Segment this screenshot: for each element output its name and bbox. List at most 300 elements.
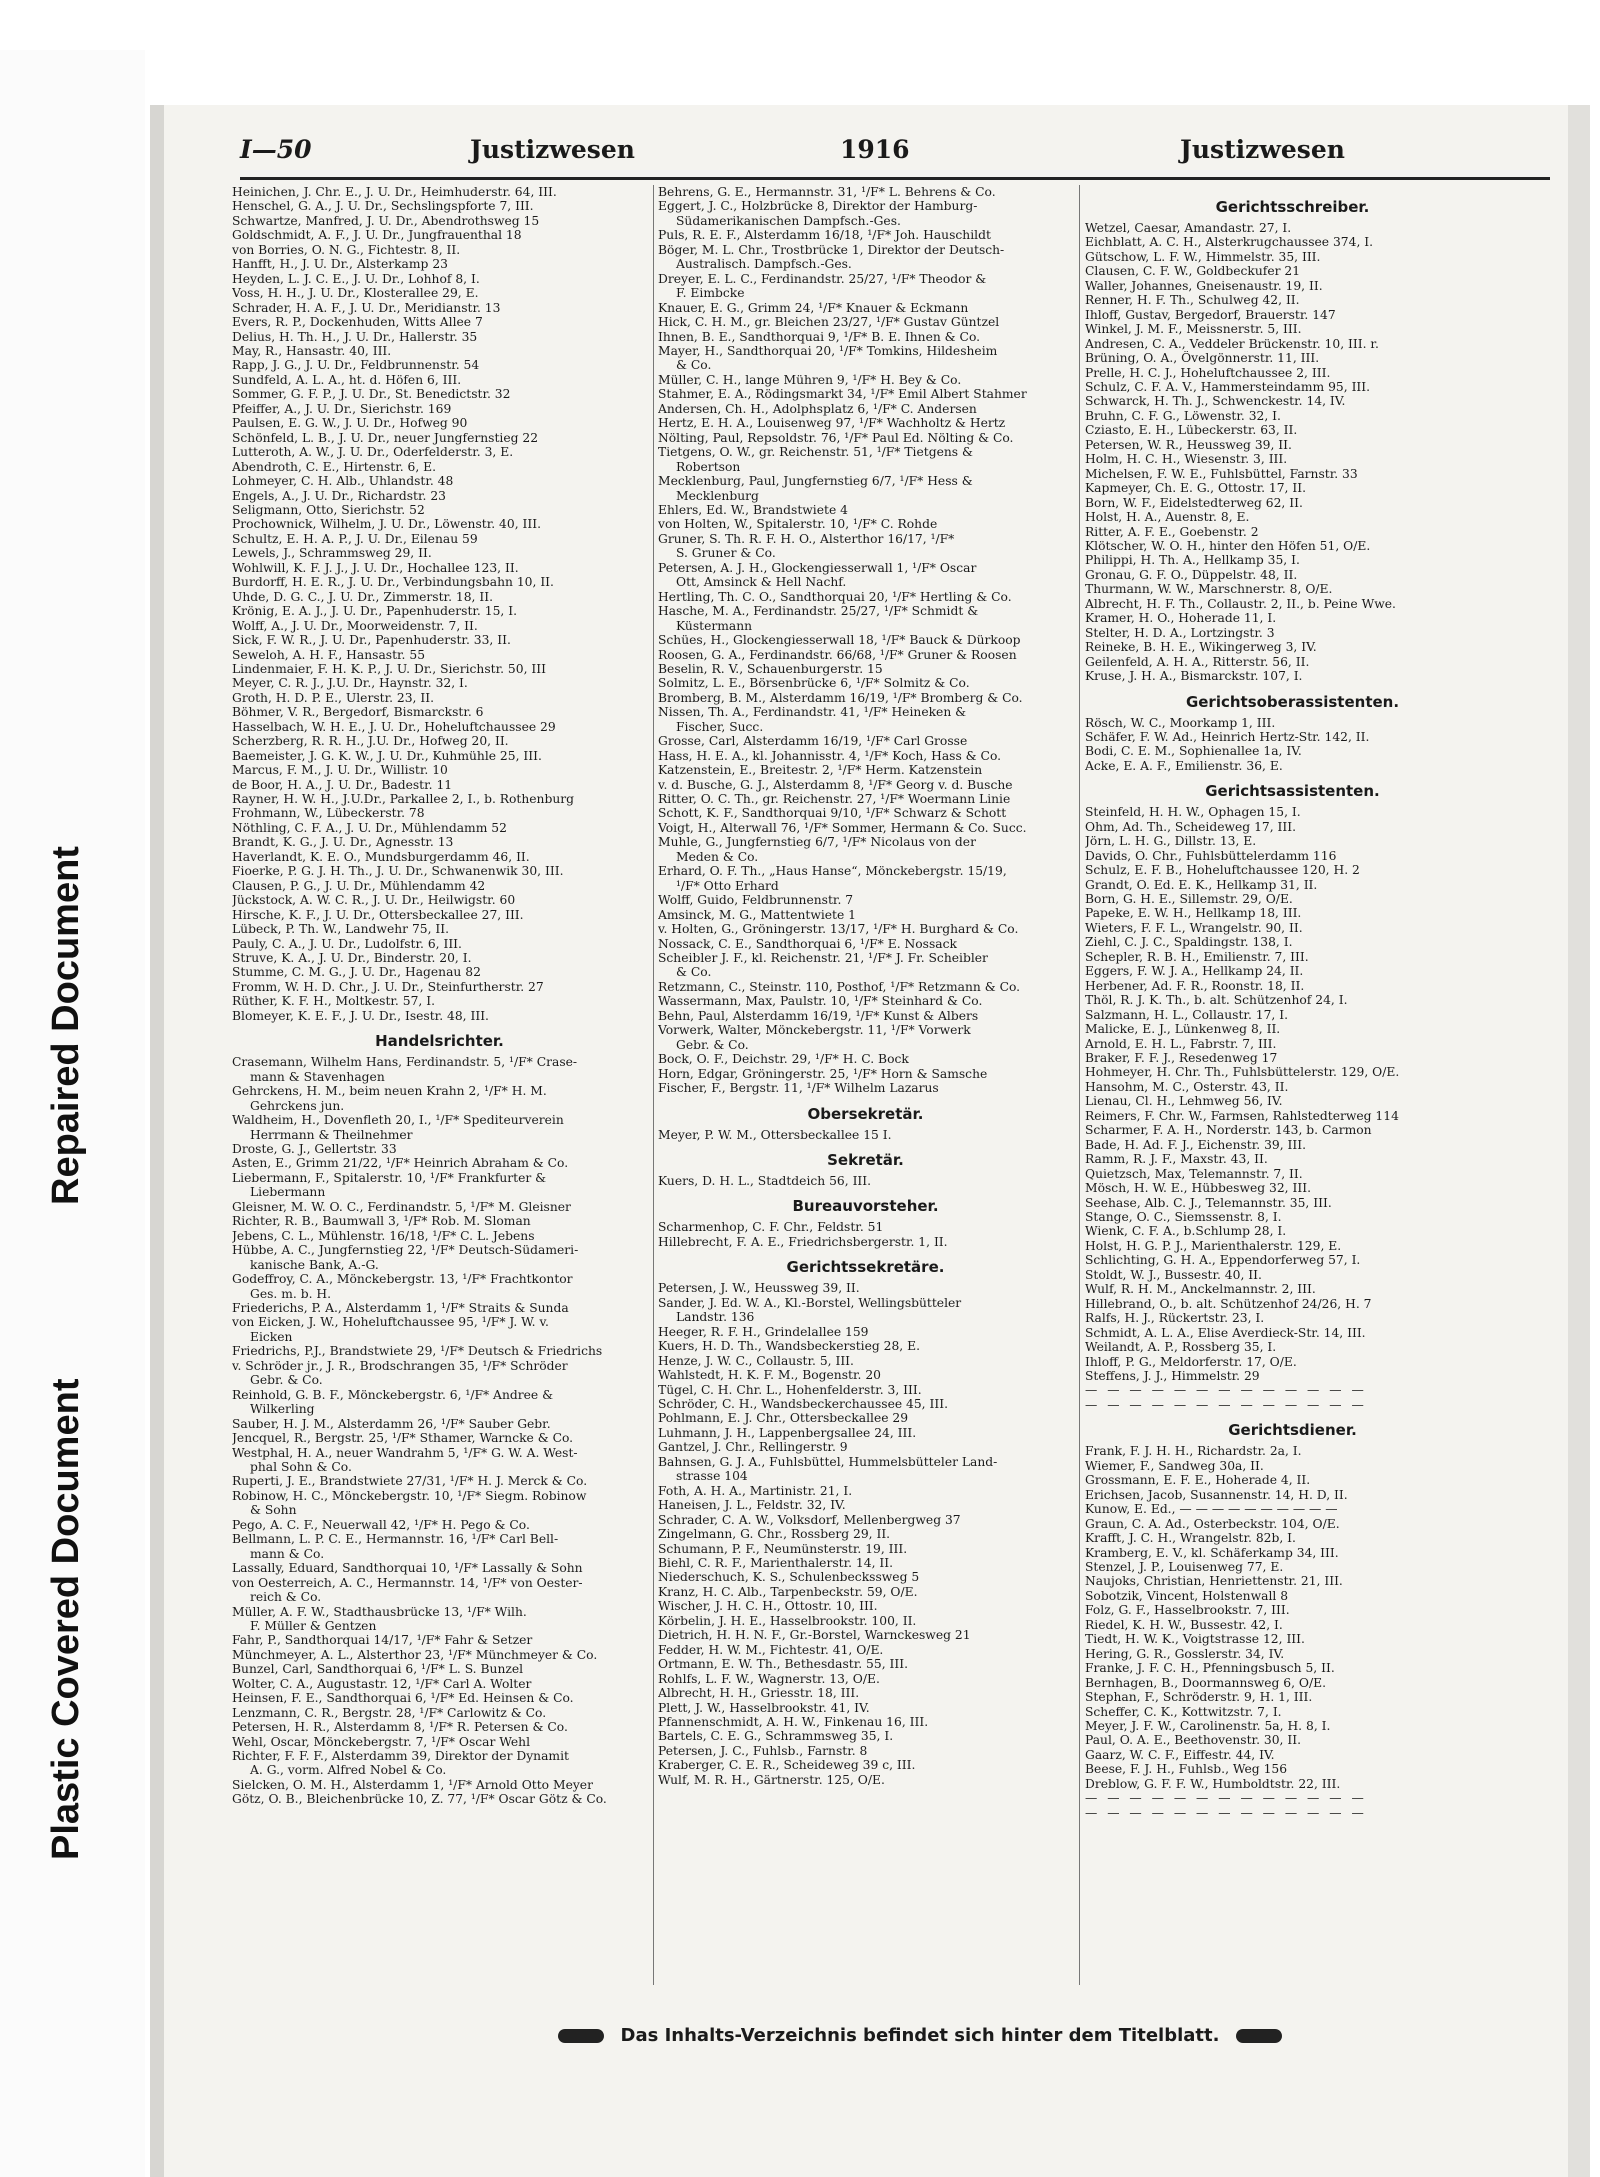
entry-line: Böger, M. L. Chr., Trostbrücke 1, Direktor der Deutsch- [658,242,1005,257]
section-heading: Sekretär. [827,1151,904,1169]
entry-line: Petersen, J. C., Fuhlsb., Farnstr. 8 [658,1743,868,1758]
header-rule [240,177,1550,180]
entry-line: Schwartze, Manfred, J. U. Dr., Abendrothsweg 15 [232,213,540,228]
entry-line: Landstr. 136 [676,1310,755,1325]
entry-line: Bromberg, B. M., Alsterdamm 16/19, ¹/F* Bromberg & Co. [658,690,1023,705]
entry-line: Herbener, Ad. F. R., Roonstr. 18, II. [1085,978,1305,993]
entry-line: Graun, C. A. Ad., Osterbeckstr. 104, O/E. [1085,1516,1340,1531]
entry-line: Grosse, Carl, Alsterdamm 16/19, ¹/F* Carl Grosse [658,734,968,749]
entry-line: v. Holten, G., Gröningerstr. 13/17, ¹/F* H. Burghard & Co. [658,922,1019,937]
entry-line: Erichsen, Jacob, Susannenstr. 14, H. D, II. [1085,1487,1348,1502]
entry-line: Seweloh, A. H. F., Hansastr. 55 [232,647,426,662]
entry-line: Rohlfs, L. F. W., Wagnerstr. 13, O/E. [658,1671,880,1686]
entry-line: Scheibler J. F., kl. Reichenstr. 21, ¹/F* J. Fr. Scheibler [658,951,988,966]
section-heading: Gerichtsdiener. [1228,1421,1357,1440]
side-strip [0,50,145,2177]
entry-line: Voss, H. H., J. U. Dr., Klosterallee 29, E. [232,286,479,301]
entry-line: Fahr, P., Sandthorquai 14/17, ¹/F* Fahr & Setzer [232,1633,533,1648]
entry-line: Born, G. H. E., Sillemstr. 29, O/E. [1085,892,1293,907]
entry-line: Fischer, F., Bergstr. 11, ¹/F* Wilhelm Lazarus [658,1081,939,1096]
entry-line: Lienau, Cl. H., Lehmweg 56, IV. [1085,1094,1283,1109]
entry-line: Eicken [250,1329,293,1344]
entry-line: Paulsen, E. G. W., J. U. Dr., Hofweg 90 [232,416,468,431]
separator-dashes: — — — — — — — — — — — — — [1085,1383,1367,1398]
entry-line: Nissen, Th. A., Ferdinandstr. 41, ¹/F* Heineken & [658,705,967,720]
entry-line: Vorwerk, Walter, Mönckebergstr. 11, ¹/F* Vorwerk [658,1023,971,1038]
entry-line: Wulf, M. R. H., Gärtnerstr. 125, O/E. [658,1772,885,1787]
entry-line: Schumann, P. F., Neumünsterstr. 19, III. [658,1541,908,1556]
entry-line: Richter, F. F. F., Alsterdamm 39, Direktor der Dynamit [232,1749,569,1764]
entry-line: Hohmeyer, H. Chr. Th., Fuhlsbüttelerstr. 129, O/E. [1085,1065,1400,1080]
directory-page [150,105,1590,2177]
entry-line: Wieters, F. F. L., Wrangelstr. 90, II. [1085,920,1303,935]
entry-line: Hick, C. H. M., gr. Bleichen 23/27, ¹/F* Gustav Güntzel [658,315,1000,330]
entry-line: Kuers, D. H. L., Stadtdeich 56, III. [658,1174,872,1188]
entry-line: mann & Stavenhagen [250,1069,385,1084]
entry-line: Prelle, H. C. J., Hoheluftchaussee 2, III. [1085,365,1331,380]
entry-line: Engels, A., J. U. Dr., Richardstr. 23 [232,488,446,503]
right-running-title: Justizwesen [1180,135,1345,164]
entry-line: Abendroth, C. E., Hirtenstr. 6, E. [232,459,437,474]
entry-line: Roosen, G. A., Ferdinandstr. 66/68, ¹/F* Gruner & Roosen [658,647,1017,662]
entry-line: Ramm, R. J. F., Maxstr. 43, II. [1085,1152,1268,1167]
entry-line: F. Müller & Gentzen [250,1618,377,1633]
entry-line: Steinfeld, H. H. W., Ophagen 15, I. [1085,805,1301,820]
entry-line: Braker, F. F. J., Resedenweg 17 [1085,1051,1278,1066]
entry-line: Voigt, H., Alterwall 76, ¹/F* Sommer, Hermann & Co. Succ. [658,820,1027,835]
entry-line: Winkel, J. M. F., Meissnerstr. 5, III. [1085,322,1302,337]
entry-line: Gebr. & Co. [250,1373,323,1388]
entry-line: Liebermann, F., Spitalerstr. 10, ¹/F* Frankfurter & [232,1170,547,1185]
entry-line: Wulf, R. H. M., Anckelmannstr. 2, III. [1085,1282,1316,1297]
entry-line: Brüning, O. A., Övelgönnerstr. 11, III. [1085,351,1320,366]
entry-line: Hasselbach, W. H. E., J. U. Dr., Hoheluftchaussee 29 [232,719,556,734]
entry-line: Krönig, E. A. J., J. U. Dr., Papenhuderstr. 15, I. [232,604,517,619]
entry-line: Hasche, M. A., Ferdinandstr. 25/27, ¹/F* Schmidt & [658,604,979,619]
entry-line: Seligmann, Otto, Sierichstr. 52 [232,502,425,517]
entry-line: Schultz, E. H. A. P., J. U. Dr., Eilenau 59 [232,531,478,546]
entry-line: Kunow, E. Ed., — — — — — — — — — — [1085,1502,1338,1517]
entry-line: Schmidt, A. L. A., Elise Averdieck-Str. 14, III. [1085,1325,1366,1340]
entry-line: Steffens, J. J., Himmelstr. 29 [1085,1368,1260,1383]
section-heading: Gerichtsschreiber. [1215,198,1370,216]
entry-line: Münchmeyer, A. L., Alsterthor 23, ¹/F* Münchmeyer & Co. [232,1647,598,1662]
entry-line: Lübeck, P. Th. W., Landwehr 75, II. [232,922,450,937]
entry-line: Schott, K. F., Sandthorquai 9/10, ¹/F* Schwarz & Schott [658,806,1007,821]
entry-line: Scheffer, C. K., Kottwitzstr. 7, I. [1085,1704,1282,1719]
entry-line: Australisch. Dampfsch.-Ges. [676,257,852,272]
entry-line: Schulz, C. F. A. V., Hammersteindamm 95, III. [1085,379,1371,394]
entry-line: Bruhn, C. F. G., Löwenstr. 32, I. [1085,408,1281,423]
entry-line: Nossack, C. E., Sandthorquai 6, ¹/F* E. Nossack [658,936,957,951]
entry-line: Renner, H. F. Th., Schulweg 42, II. [1085,293,1300,308]
entry-line: reich & Co. [250,1590,322,1605]
entry-line: Stange, O. C., Siemssenstr. 8, I. [1085,1210,1282,1224]
entry-line: ¹/F* Otto Erhard [676,878,779,893]
entry-line: Baemeister, J. G. K. W., J. U. Dr., Kuhmühle 25, III. [232,748,542,763]
entry-line: Petersen, A. J. H., Glockengiesserwall 1, ¹/F* Oscar [658,560,977,575]
entry-line: Born, W. F., Eidelstedterweg 62, II. [1085,495,1303,510]
entry-line: Ott, Amsinck & Hell Nachf. [676,575,847,590]
entry-line: Holst, H. G. P. J., Marienthalerstr. 129, E. [1085,1238,1342,1253]
entry-line: Malicke, E. J., Lünkenweg 8, II. [1085,1022,1281,1037]
entry-line: Reimers, F. Chr. W., Farmsen, Rahlstedterweg 114 [1085,1108,1399,1123]
entry-line: Pauly, C. A., J. U. Dr., Ludolfstr. 6, III. [232,936,462,951]
column-rule-2 [1079,185,1080,1985]
entry-line: Wetzel, Caesar, Amandastr. 27, I. [1085,221,1292,235]
entry-line: Meyer, C. R. J., J.U. Dr., Haynstr. 32, I. [232,676,468,691]
entry-line: Henze, J. W. C., Collaustr. 5, III. [658,1353,854,1368]
entry-line: Wehl, Oscar, Mönckebergstr. 7, ¹/F* Oscar Wehl [232,1734,531,1749]
entry-line: Haverlandt, K. E. O., Mundsburgerdamm 46, II. [232,849,530,864]
entry-line: Fioerke, P. G. J. H. Th., J. U. Dr., Schwanenwik 30, III. [232,864,564,879]
entry-line: kanische Bank, A.-G. [250,1257,379,1272]
entry-line: Hertz, E. H. A., Louisenweg 97, ¹/F* Wachholtz & Hertz [658,416,1006,431]
entry-line: Michelsen, F. W. E., Fuhlsbüttel, Farnstr. 33 [1085,466,1358,481]
entry-line: A. G., vorm. Alfred Nobel & Co. [250,1763,447,1778]
entry-line: Lenzmann, C. R., Bergstr. 28, ¹/F* Carlowitz & Co. [232,1705,547,1720]
entry-line: Ortmann, E. W. Th., Bethesdastr. 55, III. [658,1657,909,1672]
year: 1916 [840,135,910,164]
entry-line: Beese, F. J. H., Fuhlsb., Weg 156 [1085,1762,1288,1777]
entry-line: Sauber, H. J. M., Alsterdamm 26, ¹/F* Sauber Gebr. [232,1416,551,1431]
section-heading: Handelsrichter. [375,1032,504,1051]
entry-line: F. Eimbcke [676,286,745,301]
entry-line: Ruperti, J. E., Brandstwiete 27/31, ¹/F* H. J. Merck & Co. [232,1474,588,1489]
entry-line: Goldschmidt, A. F., J. U. Dr., Jungfrauenthal 18 [232,228,522,243]
entry-line: Mösch, H. W. E., Hübbesweg 32, III. [1085,1181,1311,1196]
entry-line: Kruse, J. H. A., Bismarckstr. 107, I. [1085,669,1303,684]
entry-line: Kramberg, E. V., kl. Schäferkamp 34, III. [1085,1545,1339,1560]
entry-line: Mecklenburg, Paul, Jungfernstieg 6/7, ¹/F* Hess & [658,474,973,489]
entry-line: Bade, H. Ad. F. J., Eichenstr. 39, III. [1085,1137,1307,1152]
entry-line: Marcus, F. M., J. U. Dr., Willistr. 10 [232,763,448,778]
entry-line: Meyer, J. F. W., Carolinenstr. 5a, H. 8, I. [1085,1718,1331,1733]
entry-line: Struve, K. A., J. U. Dr., Binderstr. 20, I. [232,951,472,966]
entry-line: Dietrich, H. H. N. F., Gr.-Borstel, Warnckesweg 21 [658,1628,971,1643]
entry-line: Petersen, J. W., Heussweg 39, II. [658,1281,860,1296]
entry-line: Jencquel, R., Bergstr. 25, ¹/F* Sthamer, Warncke & Co. [232,1431,574,1446]
repaired-document-label: Repaired Document [45,846,87,1205]
entry-line: Schües, H., Glockengiesserwall 18, ¹/F* Bauck & Dürkoop [658,633,1021,648]
entry-line: Wolter, C. A., Augustastr. 12, ¹/F* Carl A. Wolter [232,1676,532,1691]
section-heading: Bureauvorsteher. [792,1197,939,1216]
entry-line: Frohmann, W., Lübeckerstr. 78 [232,806,425,821]
entry-line: Rapp, J. G., J. U. Dr., Feldbrunnenstr. 54 [232,358,480,373]
entry-line: Seehase, Alb. C. J., Telemannstr. 35, III. [1085,1195,1332,1210]
entry-line: Eggers, F. W. J. A., Hellkamp 24, II. [1085,964,1304,979]
entry-line: Wolff, A., J. U. Dr., Moorweidenstr. 7, II. [232,618,478,633]
entry-line: Arnold, E. H. L., Fabrstr. 7, III. [1085,1036,1277,1051]
entry-line: Wilkerling [250,1402,315,1417]
entry-line: Wolff, Guido, Feldbrunnenstr. 7 [658,893,854,908]
entry-line: Südamerikanischen Dampfsch.-Ges. [676,213,901,228]
entry-line: Erhard, O. F. Th., „Haus Hanse“, Mönckebergstr. 15/19, [658,864,1007,879]
entry-line: May, R., Hansastr. 40, III. [232,343,392,358]
entry-line: Ihloff, Gustav, Bergedorf, Brauerstr. 147 [1085,307,1336,322]
entry-line: Salzmann, H. L., Collaustr. 17, I. [1085,1007,1289,1022]
column-1 [232,185,647,1807]
entry-line: Foth, A. H. A., Martinistr. 21, I. [658,1483,853,1498]
entry-line: Bahnsen, G. J. A., Fuhlsbüttel, Hummelsbütteler Land- [658,1454,998,1469]
entry-line: Stoldt, W. J., Bussestr. 40, II. [1085,1267,1262,1282]
entry-line: Fromm, W. H. D. Chr., J. U. Dr., Steinfurtherstr. 27 [232,979,544,994]
entry-line: Sick, F. W. R., J. U. Dr., Papenhuderstr. 33, II. [232,633,511,648]
entry-line: Papeke, E. W. H., Hellkamp 18, III. [1085,906,1302,921]
entry-line: Mayer, H., Sandthorquai 20, ¹/F* Tomkins, Hildesheim [658,343,998,358]
entry-line: Pfeiffer, A., J. U. Dr., Sierichstr. 169 [232,401,452,416]
page-binding [150,105,164,2177]
entry-line: Schrader, H. A. F., J. U. Dr., Meridianstr. 13 [232,300,501,315]
separator-dashes: — — — — — — — — — — — — — [1085,1805,1367,1820]
entry-line: Hass, H. E. A., kl. Johannisstr. 4, ¹/F* Koch, Hass & Co. [658,748,1002,763]
entry-line: Sobotzik, Vincent, Holstenwall 8 [1085,1588,1289,1603]
entry-line: Folz, G. F., Hasselbrookstr. 7, III. [1085,1603,1290,1618]
entry-line: Wahlstedt, H. K. F. M., Bogenstr. 20 [658,1368,881,1383]
entry-line: Scherzberg, R. R. H., J.U. Dr., Hofweg 20, II. [232,734,509,749]
entry-line: v. Schröder jr., J. R., Brodschrangen 35, ¹/F* Schröder [232,1358,568,1373]
entry-line: Paul, O. A. E., Beethovenstr. 30, II. [1085,1733,1301,1748]
entry-line: Stelter, H. D. A., Lortzingstr. 3 [1085,625,1275,640]
entry-line: Stenzel, J. P., Louisenweg 77, E. [1085,1559,1284,1574]
entry-line: Kranz, H. C. Alb., Tarpenbeckstr. 59, O/E. [658,1584,918,1599]
entry-line: Dreblow, G. F. F. W., Humboldtstr. 22, III. [1085,1776,1341,1791]
entry-line: Waldheim, H., Dovenfleth 20, I., ¹/F* Spediteurverein [232,1113,564,1128]
entry-line: Richter, R. B., Baumwall 3, ¹/F* Rob. M. Sloman [232,1214,531,1229]
entry-line: Kuers, H. D. Th., Wandsbeckerstieg 28, E. [658,1339,920,1354]
entry-line: Andresen, C. A., Veddeler Brückenstr. 10, III. r. [1085,336,1379,351]
entry-line: Thurmann, W. W., Marschnerstr. 8, O/E. [1085,582,1333,597]
entry-line: Behrens, G. E., Hermannstr. 31, ¹/F* L. Behrens & Co. [658,185,996,199]
entry-line: Küstermann [676,618,753,633]
column-2 [658,185,1073,1787]
section-heading: Gerichtssekretäre. [786,1258,945,1277]
footer-text: Das Inhalts-Verzeichnis befindet sich hinter dem Titelblatt. [620,2025,1220,2046]
entry-line: Schulz, E. F. B., Hoheluftchaussee 120, H. 2 [1085,863,1360,878]
entry-line: Asten, E., Grimm 21/22, ¹/F* Heinrich Abraham & Co. [232,1156,569,1171]
entry-line: Meden & Co. [676,849,759,864]
entry-line: Franke, J. F. C. H., Pfenningsbusch 5, II. [1085,1661,1335,1676]
entry-line: Gehrckens jun. [250,1098,345,1113]
entry-line: Hanfft, H., J. U. Dr., Alsterkamp 23 [232,257,448,272]
entry-line: Niederschuch, K. S., Schulenbeckssweg 5 [658,1570,920,1585]
entry-line: Ehlers, Ed. W., Brandstwiete 4 [658,502,848,517]
entry-line: Godeffroy, C. A., Mönckebergstr. 13, ¹/F* Frachtkontor [232,1272,573,1287]
entry-line: Hillebrecht, F. A. E., Friedrichsbergerstr. 1, II. [658,1234,948,1249]
entry-line: Droste, G. J., Gellertstr. 33 [232,1142,397,1156]
entry-line: Plett, J. W., Hasselbrookstr. 41, IV. [658,1700,870,1715]
entry-line: Blomeyer, K. E. F., J. U. Dr., Isestr. 48, III. [232,1008,489,1023]
entry-line: Weilandt, A. P., Rossberg 35, I. [1085,1340,1277,1355]
entry-line: Groth, H. D. P. E., Ulerstr. 23, II. [232,690,435,705]
left-running-title: Justizwesen [470,135,635,164]
entry-line: Puls, R. E. F., Alsterdamm 16/18, ¹/F* Joh. Hauschildt [658,228,991,243]
entry-line: Pfannenschmidt, A. H. W., Finkenau 16, III. [658,1714,929,1729]
entry-line: Tiedt, H. W. K., Voigtstrasse 12, III. [1085,1632,1305,1647]
entry-line: Schäfer, F. W. Ad., Heinrich Hertz-Str. 142, II. [1085,729,1370,744]
entry-line: Heinichen, J. Chr. E., J. U. Dr., Heimhuderstr. 64, III. [232,185,557,199]
entry-line: Clausen, C. F. W., Goldbeckufer 21 [1085,264,1301,279]
separator-dashes: — — — — — — — — — — — — — [1085,1397,1367,1412]
entry-line: Gronau, G. F. O., Düppelstr. 48, II. [1085,567,1298,582]
entry-line: Heeger, R. F. H., Grindelallee 159 [658,1324,869,1339]
entry-line: Müller, A. F. W., Stadthausbrücke 13, ¹/F* Wilh. [232,1604,527,1619]
entry-line: Hirsche, K. F., J. U. Dr., Ottersbeckallee 27, III. [232,907,524,922]
entry-line: Eggert, J. C., Holzbrücke 8, Direktor der Hamburg- [658,199,978,214]
entry-line: Philippi, H. Th. A., Hellkamp 35, I. [1085,553,1300,568]
entry-line: Solmitz, L. E., Börsenbrücke 6, ¹/F* Solmitz & Co. [658,676,970,691]
entry-line: Nöthling, C. F. A., J. U. Dr., Mühlendamm 52 [232,820,507,835]
entry-line: Rayner, H. W. H., J.U.Dr., Parkallee 2, I., b. Rothenburg [232,792,575,807]
entry-line: Waller, Johannes, Gneisenaustr. 19, II. [1085,278,1323,293]
entry-line: Grossmann, E. F. E., Hoherade 4, II. [1085,1473,1311,1488]
entry-line: Riedel, K. H. W., Bussestr. 42, I. [1085,1617,1283,1632]
section-heading: Gerichtsoberassistenten. [1185,692,1400,711]
entry-line: Meyer, P. W. M., Ottersbeckallee 15 I. [658,1127,892,1142]
entry-line: Holst, H. A., Auenstr. 8, E. [1085,510,1250,525]
entry-line: Kapmeyer, Ch. E. G., Ottostr. 17, II. [1085,481,1307,496]
plastic-covered-document-label: Plastic Covered Document [45,1378,87,1860]
footer-notice [470,2025,1370,2046]
entry-line: Gantzel, J. Chr., Rellingerstr. 9 [658,1440,848,1455]
entry-line: Pohlmann, E. J. Chr., Ottersbeckallee 29 [658,1411,909,1426]
entry-line: Herrmann & Theilnehmer [250,1127,413,1142]
entry-line: Ritter, A. F. E., Goebenstr. 2 [1085,524,1259,539]
entry-line: Andersen, Ch. H., Adolphsplatz 6, ¹/F* C. Andersen [658,401,977,416]
entry-line: Nölting, Paul, Repsoldstr. 76, ¹/F* Paul Ed. Nölting & Co. [658,430,1014,445]
entry-line: Ohm, Ad. Th., Scheideweg 17, III. [1085,819,1297,834]
entry-line: Liebermann [250,1185,326,1200]
entry-line: Heinsen, F. E., Sandthorquai 6, ¹/F* Ed. Heinsen & Co. [232,1691,574,1706]
entry-line: Ihnen, B. E., Sandthorquai 9, ¹/F* B. E. Ihnen & Co. [658,329,981,344]
entry-line: Brandt, K. G., J. U. Dr., Agnesstr. 13 [232,835,454,850]
entry-line: Wiemer, F., Sandweg 30a, II. [1085,1458,1264,1473]
entry-line: Jörn, L. H. G., Dillstr. 13, E. [1085,834,1257,849]
entry-line: Eichblatt, A. C. H., Alsterkrugchaussee 374, I. [1085,235,1374,250]
entry-line: Albrecht, H. H., Griesstr. 18, III. [658,1686,860,1701]
entry-line: Körbelin, J. H. E., Hasselbrookstr. 100, II. [658,1613,917,1628]
entry-line: Tügel, C. H. Chr. L., Hohenfelderstr. 3, III. [658,1382,922,1397]
page-number: I—50 [240,135,312,164]
entry-line: Schrader, C. A. W., Volksdorf, Mellenbergweg 37 [658,1512,961,1527]
entry-line: Retzmann, C., Steinstr. 110, Posthof, ¹/F* Retzmann & Co. [658,979,1021,994]
entry-line: Delius, H. Th. H., J. U. Dr., Hallerstr. 35 [232,329,478,344]
entry-line: von Holten, W., Spitalerstr. 10, ¹/F* C. Rohde [658,517,938,532]
entry-line: Clausen, P. G., J. U. Dr., Mühlendamm 42 [232,878,486,893]
entry-line: Petersen, H. R., Alsterdamm 8, ¹/F* R. Petersen & Co. [232,1720,568,1735]
entry-line: Gleisner, M. W. O. C., Ferdinandstr. 5, ¹/F* M. Gleisner [232,1199,571,1214]
entry-line: Sundfeld, A. L. A., ht. d. Höfen 6, III. [232,372,462,387]
entry-line: Naujoks, Christian, Henriettenstr. 21, III. [1085,1574,1343,1589]
entry-line: Acke, E. A. F., Emilienstr. 36, E. [1085,758,1283,773]
entry-line: Behn, Paul, Alsterdamm 16/19, ¹/F* Kunst & Albers [658,1008,979,1023]
entry-line: Kramer, H. O., Hoherade 11, I. [1085,611,1277,626]
entry-line: Reineke, B. H. E., Wikingerweg 3, IV. [1085,640,1317,655]
entry-line: Sander, J. Ed. W. A., Kl.-Borstel, Wellingsbütteler [658,1295,962,1310]
entry-line: Bock, O. F., Deichstr. 29, ¹/F* H. C. Bock [658,1052,909,1067]
entry-line: & Co. [676,965,712,980]
entry-line: de Boor, H. A., J. U. Dr., Badestr. 11 [232,777,453,792]
entry-line: Gaarz, W. C. F., Eiffestr. 44, IV. [1085,1747,1275,1762]
entry-line: strasse 104 [676,1469,748,1484]
entry-line: Ritter, O. C. Th., gr. Reichenstr. 27, ¹/F* Woermann Linie [658,792,1011,807]
entry-line: Quietzsch, Max, Telemannstr. 7, II. [1085,1166,1303,1181]
entry-line: Lewels, J., Schrammsweg 29, II. [232,546,432,561]
entry-line: Bodi, C. E. M., Sophienallee 1a, IV. [1085,744,1302,759]
entry-line: Horn, Edgar, Gröningerstr. 25, ¹/F* Horn & Samsche [658,1066,988,1081]
entry-line: Wohlwill, K. F. J. J., J. U. Dr., Hochallee 123, II. [232,560,519,575]
entry-line: Fedder, H. W. M., Fichtestr. 41, O/E. [658,1642,884,1657]
entry-line: Hübbe, A. C., Jungfernstieg 22, ¹/F* Deutsch-Südameri- [232,1243,579,1258]
entry-line: Knauer, E. G., Grimm 24, ¹/F* Knauer & Eckmann [658,300,969,315]
entry-line: Tietgens, O. W., gr. Reichenstr. 51, ¹/F* Tietgens & [658,445,973,460]
entry-line: Katzenstein, E., Breitestr. 2, ¹/F* Herm. Katzenstein [658,763,983,778]
entry-line: Frank, F. J. H. H., Richardstr. 2a, I. [1085,1444,1302,1459]
separator-dashes: — — — — — — — — — — — — — [1085,1791,1367,1806]
entry-line: Stumme, C. M. G., J. U. Dr., Hagenau 82 [232,965,481,980]
entry-line: Petersen, W. R., Heussweg 39, II. [1085,437,1292,452]
column-rule-1 [653,185,654,1985]
entry-line: Davids, O. Chr., Fuhlsbüttelerdamm 116 [1085,848,1337,863]
entry-line: v. d. Busche, G. J., Alsterdamm 8, ¹/F* Georg v. d. Busche [658,777,1013,792]
entry-line: Scharmer, F. A. H., Norderstr. 143, b. Carmon [1085,1123,1372,1138]
entry-line: S. Gruner & Co. [676,546,776,561]
entry-line: Uhde, D. G. C., J. U. Dr., Zimmerstr. 18, II. [232,589,493,604]
entry-line: Heyden, L. J. C. E., J. U. Dr., Lohhof 8, I. [232,271,480,286]
entry-line: Jebens, C. L., Mühlenstr. 16/18, ¹/F* C. L. Jebens [232,1228,535,1243]
entry-line: Bellmann, L. P. C. E., Hermannstr. 16, ¹/F* Carl Bell- [232,1532,559,1547]
page-header [240,135,1550,175]
entry-line: Prochownick, Wilhelm, J. U. Dr., Löwenstr. 40, III. [232,517,541,532]
entry-line: & Sohn [250,1503,297,1518]
entry-line: Sielcken, O. M. H., Alsterdamm 1, ¹/F* Arnold Otto Meyer [232,1777,593,1792]
entry-line: Dreyer, E. L. C., Ferdinandstr. 25/27, ¹/F* Theodor & [658,271,987,286]
entry-line: Lindenmaier, F. H. K. P., J. U. Dr., Sierichstr. 50, III [232,661,546,676]
entry-line: Ges. m. b. H. [250,1286,332,1301]
entry-line: Crasemann, Wilhelm Hans, Ferdinandstr. 5, ¹/F* Crase- [232,1055,578,1070]
entry-line: Biehl, C. R. F., Marienthalerstr. 14, II. [658,1555,894,1570]
entry-line: Ziehl, C. J. C., Spaldingstr. 138, I. [1085,935,1293,950]
entry-line: Schönfeld, L. B., J. U. Dr., neuer Jungfernstieg 22 [232,430,539,445]
entry-line: Lohmeyer, C. H. Alb., Uhlandstr. 48 [232,474,454,489]
entry-line: Hering, G. R., Gosslerstr. 34, IV. [1085,1646,1285,1661]
entry-line: Jückstock, A. W. C. R., J. U. Dr., Heilwigstr. 60 [232,893,516,908]
entry-line: Henschel, G. A., J. U. Dr., Sechslingspforte 7, III. [232,199,534,214]
section-heading: Obersekretär. [807,1104,924,1123]
entry-line: Götz, O. B., Bleichenbrücke 10, Z. 77, ¹/F* Oscar Götz & Co. [232,1792,607,1807]
entry-line: Ralfs, H. J., Rückertstr. 23, I. [1085,1311,1265,1326]
entry-line: Wassermann, Max, Paulstr. 10, ¹/F* Steinhard & Co. [658,994,983,1009]
entry-line: Wischer, J. H. C. H., Ottostr. 10, III. [658,1599,878,1614]
entry-line: Schepler, R. B. H., Emilienstr. 7, III. [1085,949,1309,964]
entry-line: Müller, C. H., lange Mühren 9, ¹/F* H. Bey & Co. [658,372,962,387]
page-edge [1568,105,1590,2177]
entry-line: Bernhagen, B., Doormannsweg 6, O/E. [1085,1675,1327,1690]
entry-line: Holm, H. C. H., Wiesenstr. 3, III. [1085,452,1288,467]
entry-line: Luhmann, J. H., Lappenbergsallee 24, III. [658,1425,917,1440]
column-3 [1085,189,1500,1820]
entry-line: Haneisen, J. L., Feldstr. 32, IV. [658,1498,846,1513]
entry-line: Gütschow, L. F. W., Himmelstr. 35, III. [1085,249,1321,264]
entry-line: Burdorff, H. E. R., J. U. Dr., Verbindungsbahn 10, II. [232,575,554,590]
entry-line: Hansohm, M. C., Osterstr. 43, II. [1085,1079,1289,1094]
entry-line: Lutteroth, A. W., J. U. Dr., Oderfelderstr. 3, E. [232,445,514,460]
entry-line: Fischer, Succ. [676,719,764,734]
entry-line: von Oesterreich, A. C., Hermannstr. 14, ¹/F* von Oester- [232,1575,583,1590]
entry-line: Ihloff, P. G., Meldorferstr. 17, O/E. [1085,1354,1297,1369]
entry-line: Albrecht, H. F. Th., Collaustr. 2, II., b. Peine Wwe. [1085,596,1396,611]
entry-line: Böhmer, V. R., Bergedorf, Bismarckstr. 6 [232,705,484,720]
